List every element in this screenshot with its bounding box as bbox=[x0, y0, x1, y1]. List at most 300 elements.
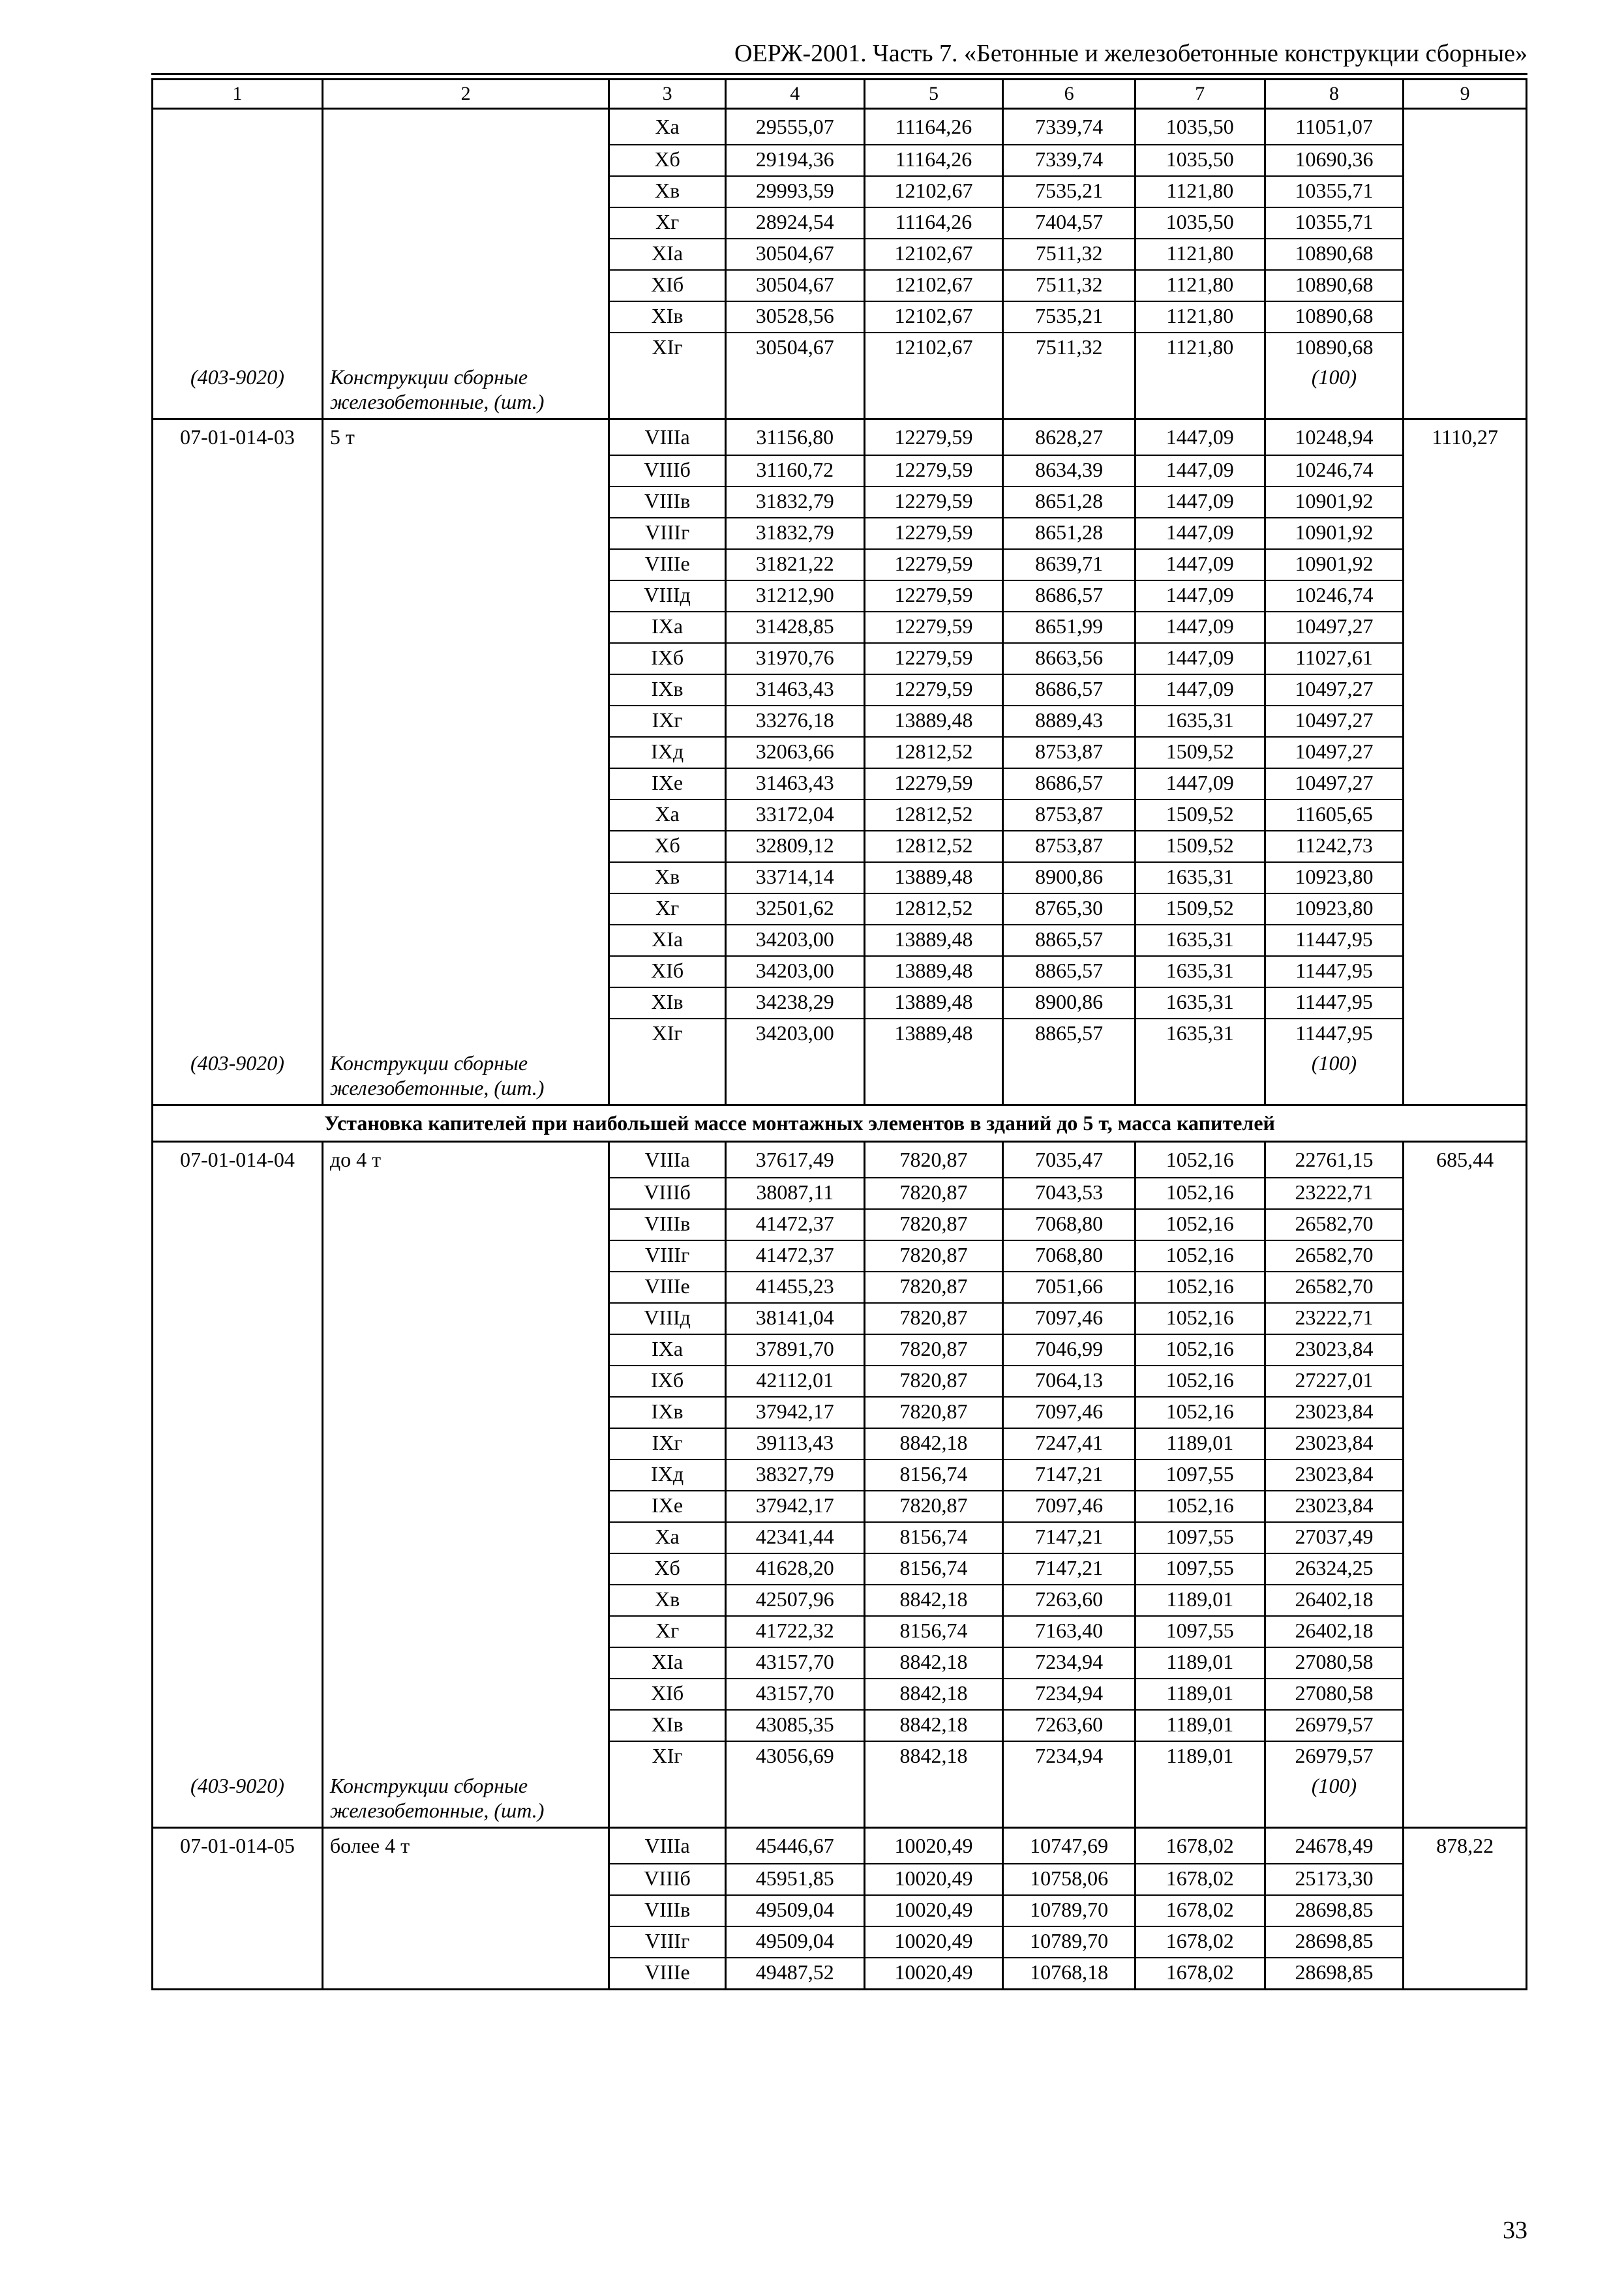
equipment-cost-cell bbox=[1404, 1459, 1527, 1491]
name-cell bbox=[322, 768, 609, 800]
total-cost-cell: 31821,22 bbox=[725, 549, 864, 580]
materials-cell: 11447,95 bbox=[1265, 987, 1404, 1019]
note-code: (403-9020) bbox=[153, 363, 323, 419]
total-cost-cell: 42507,96 bbox=[725, 1585, 864, 1616]
name-cell bbox=[322, 301, 609, 333]
total-cost-cell: 30504,67 bbox=[725, 270, 864, 301]
wages-cell: 12279,59 bbox=[864, 643, 1003, 674]
note-text bbox=[322, 1049, 609, 1105]
machines-cell: 7051,66 bbox=[1003, 1272, 1135, 1303]
table-row bbox=[153, 1864, 1527, 1895]
code-cell bbox=[153, 580, 323, 612]
empty-cell bbox=[609, 1049, 726, 1105]
table-row bbox=[153, 1334, 1527, 1366]
name-cell bbox=[322, 270, 609, 301]
materials-cell: 23023,84 bbox=[1265, 1428, 1404, 1459]
section-title: Установка капителей при наибольшей массе монтажных элементов в зданий до 5 т, масса капителей bbox=[153, 1105, 1527, 1142]
name-cell bbox=[322, 145, 609, 176]
empty-cell bbox=[725, 1772, 864, 1828]
total-cost-cell: 31832,79 bbox=[725, 518, 864, 549]
equipment-cost-cell bbox=[1404, 549, 1527, 580]
table-row bbox=[153, 1741, 1527, 1772]
code-cell bbox=[153, 176, 323, 207]
machinists-wages-cell: 1189,01 bbox=[1135, 1428, 1265, 1459]
name-cell bbox=[322, 333, 609, 363]
table-row bbox=[153, 956, 1527, 987]
empty-cell bbox=[1003, 1049, 1135, 1105]
code-cell bbox=[153, 1522, 323, 1553]
total-cost-cell: 41722,32 bbox=[725, 1616, 864, 1647]
name-cell bbox=[322, 518, 609, 549]
table-row bbox=[153, 1142, 1527, 1178]
index-cell: IXe bbox=[609, 1491, 726, 1522]
materials-cell: 10497,27 bbox=[1265, 768, 1404, 800]
name-cell: до 4 т bbox=[322, 1142, 609, 1178]
materials-cell: 27227,01 bbox=[1265, 1366, 1404, 1397]
machines-cell: 8634,39 bbox=[1003, 455, 1135, 486]
code-cell bbox=[153, 1366, 323, 1397]
name-cell bbox=[322, 1459, 609, 1491]
machines-cell: 8865,57 bbox=[1003, 1019, 1135, 1049]
machinists-wages-cell: 1052,16 bbox=[1135, 1272, 1265, 1303]
wages-cell: 8842,18 bbox=[864, 1679, 1003, 1710]
machines-cell: 7263,60 bbox=[1003, 1710, 1135, 1741]
machines-cell: 7234,94 bbox=[1003, 1647, 1135, 1679]
code-cell bbox=[153, 1303, 323, 1334]
index-cell: VIIIe bbox=[609, 549, 726, 580]
total-cost-cell: 43085,35 bbox=[725, 1710, 864, 1741]
wages-cell: 12279,59 bbox=[864, 674, 1003, 706]
machines-cell: 8753,87 bbox=[1003, 800, 1135, 831]
machinists-wages-cell: 1052,16 bbox=[1135, 1397, 1265, 1428]
code-cell bbox=[153, 239, 323, 270]
empty-cell bbox=[1135, 1772, 1265, 1828]
machines-cell: 8865,57 bbox=[1003, 925, 1135, 956]
code-cell bbox=[153, 549, 323, 580]
header-rule bbox=[151, 73, 1527, 75]
equipment-cost-cell bbox=[1404, 1679, 1527, 1710]
equipment-cost-cell bbox=[1404, 1209, 1527, 1240]
index-cell: XIв bbox=[609, 987, 726, 1019]
machines-cell: 7511,32 bbox=[1003, 333, 1135, 363]
wages-cell: 10020,49 bbox=[864, 1958, 1003, 1990]
total-cost-cell: 31156,80 bbox=[725, 419, 864, 456]
table-row bbox=[153, 518, 1527, 549]
index-cell: Xв bbox=[609, 862, 726, 893]
total-cost-cell: 34203,00 bbox=[725, 956, 864, 987]
wages-cell: 11164,26 bbox=[864, 109, 1003, 145]
note-text bbox=[322, 1772, 609, 1828]
total-cost-cell: 30528,56 bbox=[725, 301, 864, 333]
wages-cell: 12812,52 bbox=[864, 737, 1003, 768]
equipment-cost-cell bbox=[1404, 1522, 1527, 1553]
code-cell bbox=[153, 1491, 323, 1522]
machinists-wages-cell: 1635,31 bbox=[1135, 925, 1265, 956]
wages-cell: 12279,59 bbox=[864, 612, 1003, 643]
machines-cell: 8900,86 bbox=[1003, 862, 1135, 893]
index-cell: Xa bbox=[609, 1522, 726, 1553]
machines-cell: 8663,56 bbox=[1003, 643, 1135, 674]
materials-cell: 10355,71 bbox=[1265, 176, 1404, 207]
total-cost-cell: 38087,11 bbox=[725, 1178, 864, 1209]
machines-cell: 7147,21 bbox=[1003, 1522, 1135, 1553]
wages-cell: 7820,87 bbox=[864, 1397, 1003, 1428]
equipment-cost-cell bbox=[1404, 1741, 1527, 1772]
code-cell bbox=[153, 674, 323, 706]
name-cell bbox=[322, 1895, 609, 1926]
machinists-wages-cell: 1035,50 bbox=[1135, 145, 1265, 176]
wages-cell: 8156,74 bbox=[864, 1553, 1003, 1585]
index-cell: IXв bbox=[609, 1397, 726, 1428]
machinists-wages-cell: 1052,16 bbox=[1135, 1209, 1265, 1240]
wages-cell: 7820,87 bbox=[864, 1209, 1003, 1240]
wages-cell: 7820,87 bbox=[864, 1366, 1003, 1397]
equipment-cost-cell bbox=[1404, 455, 1527, 486]
machinists-wages-cell: 1447,09 bbox=[1135, 455, 1265, 486]
name-cell bbox=[322, 455, 609, 486]
equipment-cost-cell bbox=[1404, 333, 1527, 363]
equipment-cost-cell bbox=[1404, 1303, 1527, 1334]
index-cell: VIIIб bbox=[609, 1864, 726, 1895]
index-cell: XIa bbox=[609, 1647, 726, 1679]
machines-cell: 10768,18 bbox=[1003, 1958, 1135, 1990]
materials-cell: 23222,71 bbox=[1265, 1303, 1404, 1334]
wages-cell: 13889,48 bbox=[864, 987, 1003, 1019]
empty-cell bbox=[609, 363, 726, 419]
wages-cell: 7820,87 bbox=[864, 1303, 1003, 1334]
name-cell bbox=[322, 1679, 609, 1710]
wages-cell: 12812,52 bbox=[864, 831, 1003, 862]
code-cell bbox=[153, 455, 323, 486]
name-cell bbox=[322, 706, 609, 737]
equipment-cost-cell bbox=[1404, 612, 1527, 643]
materials-cell: 26582,70 bbox=[1265, 1272, 1404, 1303]
code-cell bbox=[153, 270, 323, 301]
name-cell: 5 т bbox=[322, 419, 609, 456]
machinists-wages-cell: 1635,31 bbox=[1135, 987, 1265, 1019]
total-cost-cell: 34203,00 bbox=[725, 1019, 864, 1049]
wages-cell: 8842,18 bbox=[864, 1585, 1003, 1616]
table-row bbox=[153, 239, 1527, 270]
table-row bbox=[153, 1710, 1527, 1741]
wages-cell: 12279,59 bbox=[864, 419, 1003, 456]
wages-cell: 11164,26 bbox=[864, 145, 1003, 176]
equipment-cost-cell bbox=[1404, 706, 1527, 737]
index-cell: XIв bbox=[609, 1710, 726, 1741]
wages-cell: 13889,48 bbox=[864, 706, 1003, 737]
equipment-cost-cell bbox=[1404, 518, 1527, 549]
wages-cell: 10020,49 bbox=[864, 1828, 1003, 1864]
machines-cell: 7339,74 bbox=[1003, 145, 1135, 176]
table-row bbox=[153, 455, 1527, 486]
total-cost-cell: 37617,49 bbox=[725, 1142, 864, 1178]
code-cell bbox=[153, 333, 323, 363]
equipment-cost-cell: 685,44 bbox=[1404, 1142, 1527, 1178]
name-cell bbox=[322, 1178, 609, 1209]
materials-cell: 10890,68 bbox=[1265, 301, 1404, 333]
empty-cell bbox=[864, 1772, 1003, 1828]
code-cell bbox=[153, 1178, 323, 1209]
index-cell: XIб bbox=[609, 956, 726, 987]
name-cell bbox=[322, 549, 609, 580]
empty-cell bbox=[1135, 363, 1265, 419]
note-text-line: Конструкции сборные bbox=[329, 365, 528, 389]
index-cell: XIг bbox=[609, 1741, 726, 1772]
name-cell bbox=[322, 1741, 609, 1772]
wages-cell: 8842,18 bbox=[864, 1428, 1003, 1459]
machines-cell: 10758,06 bbox=[1003, 1864, 1135, 1895]
name-cell bbox=[322, 580, 609, 612]
wages-cell: 12102,67 bbox=[864, 301, 1003, 333]
empty-cell bbox=[1404, 1049, 1527, 1105]
equipment-cost-cell bbox=[1404, 1864, 1527, 1895]
materials-cell: 26402,18 bbox=[1265, 1585, 1404, 1616]
name-cell bbox=[322, 737, 609, 768]
machinists-wages-cell: 1447,09 bbox=[1135, 419, 1265, 456]
table-row bbox=[153, 768, 1527, 800]
machinists-wages-cell: 1447,09 bbox=[1135, 643, 1265, 674]
equipment-cost-cell bbox=[1404, 1895, 1527, 1926]
index-cell: IXд bbox=[609, 1459, 726, 1491]
machines-cell: 7097,46 bbox=[1003, 1397, 1135, 1428]
total-cost-cell: 32501,62 bbox=[725, 893, 864, 925]
total-cost-cell: 49509,04 bbox=[725, 1895, 864, 1926]
equipment-cost-cell bbox=[1404, 987, 1527, 1019]
name-cell bbox=[322, 987, 609, 1019]
total-cost-cell: 37891,70 bbox=[725, 1334, 864, 1366]
machinists-wages-cell: 1635,31 bbox=[1135, 706, 1265, 737]
total-cost-cell: 31160,72 bbox=[725, 455, 864, 486]
name-cell bbox=[322, 1303, 609, 1334]
table-row bbox=[153, 831, 1527, 862]
equipment-cost-cell bbox=[1404, 1428, 1527, 1459]
machines-cell: 10789,70 bbox=[1003, 1895, 1135, 1926]
name-cell bbox=[322, 239, 609, 270]
index-cell: IXб bbox=[609, 1366, 726, 1397]
code-cell bbox=[153, 1647, 323, 1679]
materials-cell: 10497,27 bbox=[1265, 737, 1404, 768]
table-row bbox=[153, 1616, 1527, 1647]
name-cell bbox=[322, 893, 609, 925]
table-row bbox=[153, 800, 1527, 831]
table-row bbox=[153, 612, 1527, 643]
note-row bbox=[153, 1772, 1527, 1828]
page-header-title: ОЕРЖ-2001. Часть 7. «Бетонные и железобетонные конструкции сборные» bbox=[734, 40, 1527, 67]
code-cell bbox=[153, 1428, 323, 1459]
empty-cell bbox=[1003, 363, 1135, 419]
name-cell bbox=[322, 1585, 609, 1616]
index-cell: Xв bbox=[609, 176, 726, 207]
machinists-wages-cell: 1097,55 bbox=[1135, 1553, 1265, 1585]
wages-cell: 10020,49 bbox=[864, 1926, 1003, 1958]
equipment-cost-cell bbox=[1404, 956, 1527, 987]
materials-cell: 23023,84 bbox=[1265, 1334, 1404, 1366]
index-cell: XIa bbox=[609, 925, 726, 956]
total-cost-cell: 39113,43 bbox=[725, 1428, 864, 1459]
machinists-wages-cell: 1635,31 bbox=[1135, 1019, 1265, 1049]
table-row bbox=[153, 333, 1527, 363]
machinists-wages-cell: 1121,80 bbox=[1135, 270, 1265, 301]
index-cell: VIIIг bbox=[609, 518, 726, 549]
code-cell bbox=[153, 1710, 323, 1741]
machines-cell: 8651,28 bbox=[1003, 518, 1135, 549]
index-cell: IXe bbox=[609, 768, 726, 800]
equipment-cost-cell: 878,22 bbox=[1404, 1828, 1527, 1864]
machines-cell: 8753,87 bbox=[1003, 737, 1135, 768]
machinists-wages-cell: 1189,01 bbox=[1135, 1741, 1265, 1772]
name-cell bbox=[322, 1019, 609, 1049]
materials-cell: 10901,92 bbox=[1265, 549, 1404, 580]
equipment-cost-cell bbox=[1404, 925, 1527, 956]
equipment-cost-cell bbox=[1404, 1334, 1527, 1366]
code-cell: 07-01-014-04 bbox=[153, 1142, 323, 1178]
machines-cell: 8639,71 bbox=[1003, 549, 1135, 580]
index-cell: VIIIe bbox=[609, 1958, 726, 1990]
materials-cell: 10901,92 bbox=[1265, 486, 1404, 518]
equipment-cost-cell bbox=[1404, 1272, 1527, 1303]
name-cell bbox=[322, 486, 609, 518]
machinists-wages-cell: 1678,02 bbox=[1135, 1958, 1265, 1990]
code-cell: 07-01-014-03 bbox=[153, 419, 323, 456]
machines-cell: 8686,57 bbox=[1003, 674, 1135, 706]
equipment-cost-cell bbox=[1404, 1553, 1527, 1585]
code-cell bbox=[153, 1616, 323, 1647]
code-cell bbox=[153, 1585, 323, 1616]
note-text-line: Конструкции сборные bbox=[329, 1051, 528, 1075]
equipment-cost-cell bbox=[1404, 1019, 1527, 1049]
name-cell bbox=[322, 612, 609, 643]
empty-cell bbox=[1135, 1049, 1265, 1105]
materials-cell: 11447,95 bbox=[1265, 956, 1404, 987]
total-cost-cell: 29194,36 bbox=[725, 145, 864, 176]
wages-cell: 13889,48 bbox=[864, 956, 1003, 987]
table-row bbox=[153, 925, 1527, 956]
table-row bbox=[153, 643, 1527, 674]
table-row bbox=[153, 1019, 1527, 1049]
machinists-wages-cell: 1052,16 bbox=[1135, 1142, 1265, 1178]
empty-cell bbox=[725, 1049, 864, 1105]
table-row bbox=[153, 1272, 1527, 1303]
table-row bbox=[153, 674, 1527, 706]
wages-cell: 7820,87 bbox=[864, 1178, 1003, 1209]
machines-cell: 7097,46 bbox=[1003, 1491, 1135, 1522]
total-cost-cell: 28924,54 bbox=[725, 207, 864, 239]
wages-cell: 8156,74 bbox=[864, 1459, 1003, 1491]
code-cell bbox=[153, 768, 323, 800]
column-header: 7 bbox=[1135, 80, 1265, 109]
empty-cell bbox=[1404, 1772, 1527, 1828]
equipment-cost-cell bbox=[1404, 862, 1527, 893]
index-cell: Xб bbox=[609, 145, 726, 176]
table-row bbox=[153, 1491, 1527, 1522]
materials-cell: 28698,85 bbox=[1265, 1926, 1404, 1958]
machines-cell: 8865,57 bbox=[1003, 956, 1135, 987]
index-cell: VIIIг bbox=[609, 1240, 726, 1272]
table-row bbox=[153, 145, 1527, 176]
total-cost-cell: 32809,12 bbox=[725, 831, 864, 862]
total-cost-cell: 33714,14 bbox=[725, 862, 864, 893]
index-cell: VIIIв bbox=[609, 486, 726, 518]
machinists-wages-cell: 1097,55 bbox=[1135, 1459, 1265, 1491]
code-cell bbox=[153, 1209, 323, 1240]
machinists-wages-cell: 1052,16 bbox=[1135, 1366, 1265, 1397]
machinists-wages-cell: 1635,31 bbox=[1135, 862, 1265, 893]
table-row bbox=[153, 270, 1527, 301]
equipment-cost-cell bbox=[1404, 270, 1527, 301]
total-cost-cell: 37942,17 bbox=[725, 1397, 864, 1428]
machinists-wages-cell: 1189,01 bbox=[1135, 1679, 1265, 1710]
machinists-wages-cell: 1509,52 bbox=[1135, 831, 1265, 862]
note-row bbox=[153, 363, 1527, 419]
name-cell bbox=[322, 674, 609, 706]
table-row bbox=[153, 207, 1527, 239]
wages-cell: 12102,67 bbox=[864, 239, 1003, 270]
machines-cell: 7263,60 bbox=[1003, 1585, 1135, 1616]
machinists-wages-cell: 1052,16 bbox=[1135, 1178, 1265, 1209]
machinists-wages-cell: 1447,09 bbox=[1135, 674, 1265, 706]
page-number: 33 bbox=[1503, 2217, 1527, 2244]
code-cell bbox=[153, 925, 323, 956]
wages-cell: 13889,48 bbox=[864, 1019, 1003, 1049]
code-cell bbox=[153, 1019, 323, 1049]
index-cell: IXг bbox=[609, 706, 726, 737]
column-header: 3 bbox=[609, 80, 726, 109]
name-cell bbox=[322, 1366, 609, 1397]
equipment-cost-cell bbox=[1404, 674, 1527, 706]
machinists-wages-cell: 1097,55 bbox=[1135, 1616, 1265, 1647]
name-cell bbox=[322, 1240, 609, 1272]
table-row bbox=[153, 486, 1527, 518]
machines-cell: 7043,53 bbox=[1003, 1178, 1135, 1209]
name-cell bbox=[322, 1647, 609, 1679]
table-row bbox=[153, 737, 1527, 768]
name-cell bbox=[322, 956, 609, 987]
code-cell bbox=[153, 831, 323, 862]
name-cell bbox=[322, 1522, 609, 1553]
wages-cell: 12102,67 bbox=[864, 176, 1003, 207]
machines-cell: 7535,21 bbox=[1003, 301, 1135, 333]
total-cost-cell: 49487,52 bbox=[725, 1958, 864, 1990]
total-cost-cell: 49509,04 bbox=[725, 1926, 864, 1958]
total-cost-cell: 45446,67 bbox=[725, 1828, 864, 1864]
equipment-cost-cell bbox=[1404, 239, 1527, 270]
machinists-wages-cell: 1121,80 bbox=[1135, 239, 1265, 270]
wages-cell: 7820,87 bbox=[864, 1142, 1003, 1178]
wages-cell: 12102,67 bbox=[864, 333, 1003, 363]
materials-cell: 26979,57 bbox=[1265, 1710, 1404, 1741]
index-cell: IXa bbox=[609, 1334, 726, 1366]
table-row bbox=[153, 1926, 1527, 1958]
empty-cell bbox=[725, 363, 864, 419]
index-cell: VIIIд bbox=[609, 580, 726, 612]
machinists-wages-cell: 1509,52 bbox=[1135, 737, 1265, 768]
section-title-row bbox=[153, 1105, 1527, 1142]
machinists-wages-cell: 1447,09 bbox=[1135, 518, 1265, 549]
table-row bbox=[153, 706, 1527, 737]
total-cost-cell: 33172,04 bbox=[725, 800, 864, 831]
index-cell: VIIIв bbox=[609, 1895, 726, 1926]
name-cell bbox=[322, 1209, 609, 1240]
machines-cell: 7147,21 bbox=[1003, 1553, 1135, 1585]
name-cell bbox=[322, 109, 609, 145]
table-row bbox=[153, 893, 1527, 925]
equipment-cost-cell bbox=[1404, 486, 1527, 518]
materials-cell: 10901,92 bbox=[1265, 518, 1404, 549]
code-cell bbox=[153, 1895, 323, 1926]
wages-cell: 10020,49 bbox=[864, 1895, 1003, 1926]
materials-cell: 10248,94 bbox=[1265, 419, 1404, 456]
table-row bbox=[153, 1459, 1527, 1491]
